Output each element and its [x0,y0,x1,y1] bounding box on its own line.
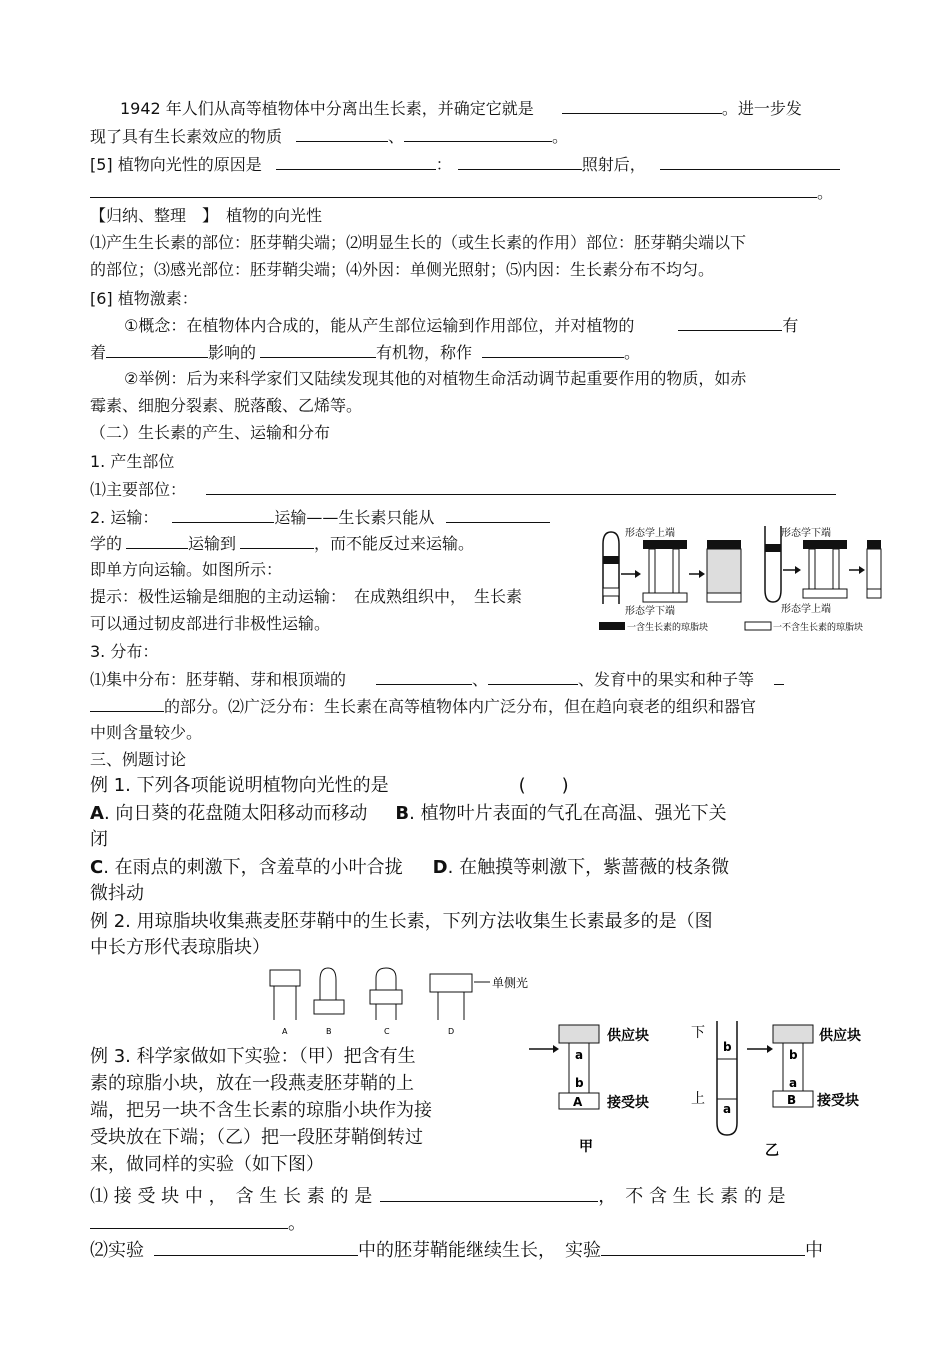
text-line: 提示：极性运输是细胞的主动运输： 在成熟组织中， 生长素 [90,587,523,606]
label-A: A [573,1095,583,1109]
question: 例 2. 用琼脂块收集燕麦胚芽鞘中的生长素，下列方法收集生长素最多的是（图 [90,911,713,932]
segment-left-wall [649,549,655,593]
blank[interactable] [458,154,582,170]
blank[interactable] [90,1210,288,1229]
segment-right-wall [673,549,679,593]
text-line: ⑴主要部位： [90,479,836,500]
stippled-block [707,549,741,593]
text-line: 。 [90,182,833,203]
text-line: 1. 产生部位 [90,452,175,471]
agar-block-black [803,540,847,549]
legend-black-label: 一含生长素的琼脂块 [627,623,709,633]
supply-block [559,1025,599,1043]
blank[interactable] [106,342,208,358]
text-line: 的部位；⑶感光部位：胚芽鞘尖端；⑷外因：单侧光照射；⑸内因：生长素分布不均匀。 [90,260,715,279]
agar-block-black [867,540,881,549]
blank[interactable] [90,696,164,712]
text-line: ②举例：后为来科学家们又陆续发现其他的对植物生命活动调节起重要作用的物质，如赤 [124,369,747,388]
label-a: a [789,1076,798,1090]
supply-label: 供应块 [607,1028,649,1044]
coleoptile-tip [320,968,336,1000]
question-cont: 受块放在下端；（乙）把一段胚芽鞘倒转过 [90,1127,423,1148]
segment [867,549,881,589]
blank[interactable] [562,98,722,114]
supply-label: 供应块 [819,1028,861,1044]
legend-white-swatch [745,622,771,630]
question-cont: 中长方形代表琼脂块） [90,937,270,958]
text-line: 现了具有生长素效应的物质 、 。 [90,127,569,146]
text-line: [5] 植物向光性的原因是 ： 照射后， [90,154,840,175]
segment-left-wall [809,549,815,589]
agar-block-white [803,589,847,598]
light-label: 单侧光 [492,976,529,990]
hormone-heading: [6] 植物激素： [90,289,198,308]
label-jia: 甲 [579,1139,593,1155]
text-line: 2. 运输： 运输——生长素只能从 [90,507,550,528]
agar-block-black [765,544,781,552]
arrow-head-icon [767,1045,773,1053]
blank[interactable] [296,126,388,142]
segment-right-wall [833,549,839,589]
agar-block-white [707,593,741,602]
label-yi: 乙 [765,1143,779,1159]
blank[interactable] [276,154,436,170]
label-a: a [575,1048,584,1062]
blank[interactable] [206,479,836,495]
blank[interactable] [126,533,188,549]
blank[interactable] [90,182,817,198]
label-top-left: 形态学上端 [625,528,675,539]
label-bottom-right: 形态学上端 [781,604,831,615]
arrow-head-icon [859,566,865,574]
blank[interactable] [240,533,314,549]
text-line: 中则含量较少。 [90,723,203,742]
label-down: 下 [691,1025,705,1041]
option-label: B [326,1027,332,1036]
option-row: C. 在雨点的刺激下，含羞草的小叶合拢 D. 在触摸等刺激下，紫蔷薇的枝条微 [90,857,730,878]
label-b: b [723,1040,732,1054]
agar-block-black [643,540,687,549]
legend-black-swatch [599,622,625,630]
blank[interactable] [404,126,552,142]
text-line: ①概念：在植物体内合成的，能从产生部位运输到作用部位，并对植物的 有 [124,316,799,335]
agar-block [370,990,402,1004]
blank[interactable] [260,342,376,358]
agar-block-white [643,593,687,602]
label-top-right: 形态学下端 [781,528,831,539]
summary-heading: 【归纳、整理 】 植物的向光性 [90,206,323,225]
arrow-head-icon [635,570,641,578]
blank[interactable] [380,1183,598,1202]
question-cont: 来，做同样的实验（如下图） [90,1154,324,1175]
coleoptile-tube [717,1021,737,1135]
agar-block [314,1000,344,1014]
polar-transport-figure [595,520,885,640]
agar-block [270,970,300,986]
text-line: 3. 分布： [90,642,159,661]
option-label: D [448,1027,455,1036]
text-line: ⑴集中分布：胚芽鞘、芽和根顶端的 、 、发育中的果实和种子等 [90,669,784,690]
label-a: a [723,1102,732,1116]
agar-block-black [707,540,741,549]
agar-block [430,974,472,992]
agar-block-white [603,588,619,596]
supply-block [773,1025,813,1043]
arrow-head-icon [699,570,705,578]
inversion-experiment-figure [525,1015,870,1160]
question-cont: 端，把另一块不含生长素的琼脂小块作为接 [90,1100,432,1121]
agar-block-white [867,589,881,598]
blank[interactable] [678,315,782,331]
arrow-head-icon [795,566,801,574]
blank[interactable] [172,507,274,523]
label-bottom-left: 形态学下端 [625,606,675,617]
text-line: 的部分。⑵广泛分布：生长素在高等植物体内广泛分布，但在趋向衰老的组织和器官 [90,696,756,717]
option-cont: 微抖动 [90,883,144,904]
blank[interactable] [446,507,550,523]
question: 例 3. 科学家做如下实验：（甲）把含有生 [90,1046,416,1067]
agar-block-black [603,556,619,564]
receive-label: 接受块 [607,1095,649,1111]
blank[interactable] [482,342,624,358]
arrow-head-icon [553,1045,559,1053]
question: 例 1. 下列各项能说明植物向光性的是 ( ) [90,775,569,796]
blank[interactable] [376,669,472,685]
question-cont: 。 [90,1210,306,1236]
option-row: A. 向日葵的花盘随太阳移动而移动 B. 植物叶片表面的气孔在高温、强光下关 [90,803,727,824]
agar-collection-figure [258,966,548,1042]
option-cont: 闭 [90,829,108,850]
option-label: A [282,1027,288,1036]
text-line: 即单方向运输。如图所示： [90,560,283,579]
label-b: b [789,1048,798,1062]
blank[interactable] [154,1237,358,1256]
question: ⑵实验 中的胚芽鞘能继续生长， 实验 中 [90,1237,823,1263]
option-label: C [384,1027,390,1036]
text-line: 学的 运输到 ，而不能反过来运输。 [90,534,475,553]
label-up: 上 [691,1091,705,1107]
label-b: b [575,1076,584,1090]
section-heading: 三、例题讨论 [90,750,187,769]
text-line: 可以通过韧皮部进行非极性运输。 [90,614,331,633]
coleoptile-inverted-outline [765,526,781,602]
section-heading: （二）生长素的产生、运输和分布 [90,423,331,442]
question: ⑴ 接 受 块 中 ， 含 生 长 素 的 是 ， 不 含 生 长 素 的 是 [90,1183,786,1209]
blank[interactable] [601,1237,805,1256]
receive-label: 接受块 [817,1093,859,1109]
blank[interactable] [488,669,578,685]
question-cont: 素的琼脂小块，放在一段燕麦胚芽鞘的上 [90,1073,414,1094]
text-line: 1942 年人们从高等植物体中分离出生长素，并确定它就是 。进一步发 [120,99,802,118]
label-B: B [787,1093,797,1107]
legend-white-label: 一不含生长素的琼脂块 [773,623,864,633]
text-line: 霉素、细胞分裂素、脱落酸、乙烯等。 [90,396,363,415]
text-line: ⑴产生生长素的部位：胚芽鞘尖端；⑵明显生长的（或生长素的作用）部位：胚芽鞘尖端以下 [90,233,747,252]
coleoptile-tip [376,968,396,990]
blank[interactable] [660,154,840,170]
blank[interactable] [774,669,784,685]
text-line: 着 影响的 有机物，称作 。 [90,343,641,362]
